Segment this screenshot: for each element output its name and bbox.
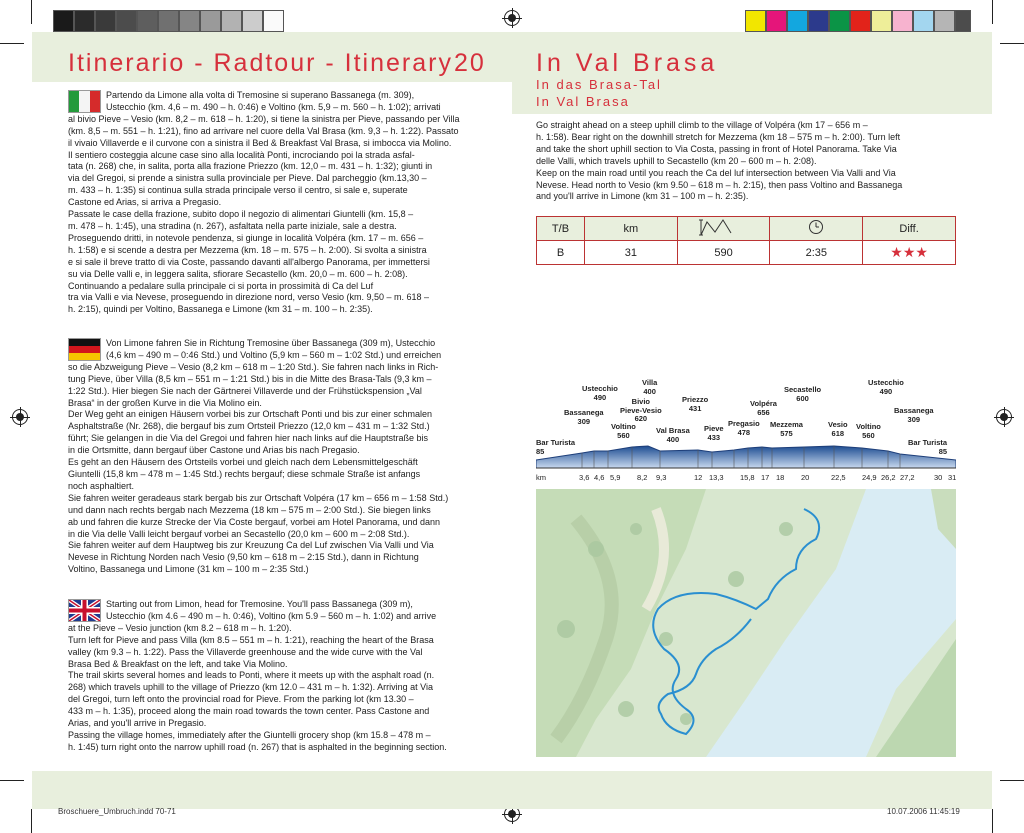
text-line: Turn left for Pieve and pass Villa (km 8.5 – 551 m – h. 1:21), reaching the heart of the Brasa	[68, 634, 434, 645]
crop-mark	[1000, 43, 1024, 44]
value-difficulty: ★★★	[863, 241, 956, 265]
text-line: und dann nach rechts bergab nach Mezzema (18 km – 575 m – 2:00 Std.). Sie biegen links	[68, 504, 431, 515]
footer-band	[32, 771, 992, 809]
crop-mark	[0, 43, 24, 44]
text-line: Nevese. Head north to Vesio (km 9.50 – 618 m – h. 2:15), then pass Voltino and Bassanega	[536, 179, 903, 190]
text-line: ab und fahren die kurze Strecke der Via Coste bergauf, vorbei am Hotel Panorama, und dann	[68, 516, 441, 527]
text-line: tra via Valli e via Nevese, proseguendo in direzione nord, verso Vesio (km. 9,50 – m. 618 –	[68, 292, 430, 303]
profile-label: Voltino 560	[611, 422, 636, 440]
subtitle-en: In Val Brasa	[536, 94, 630, 109]
header-diff: Diff.	[863, 217, 956, 241]
text-line: and you'll arrive in Limone (km 31 – 100 m – h. 2:35).	[536, 191, 749, 202]
profile-label: Bivio Pieve-Vesio 620	[620, 397, 662, 423]
registration-mark-icon	[504, 10, 520, 26]
value-km: 31	[584, 241, 677, 265]
text-line: Passate le case della frazione, subito dopo il negozio di alimentari Giuntelli (km. 15,8 –	[68, 209, 414, 220]
km-tick: 26,2	[881, 473, 896, 482]
text-line: Proseguendo dritti, in notevole pendenza, si giunge in località Volpéra (km. 17 – m. 656 –	[68, 232, 424, 243]
text-line: Von Limone fahren Sie in Richtung Tremosine über Bassanega (309 m), Ustecchio	[106, 338, 436, 348]
gray-swatch	[242, 10, 263, 32]
km-tick: 20	[801, 473, 810, 482]
text-line: Asphaltstraße (Nr. 268), die bergauf bis zum Ortsteil Priezzo (12,0 km – 431 m – 1:32 Std.)	[68, 421, 430, 432]
text-line: Ustecchio (km 4.6 – 490 m – h. 0:46), Voltino (km 5.9 – 560 m – h. 1:02) and arrive	[106, 610, 437, 621]
text-line: Brasa“ in der großen Kurve in die Via Molino ein.	[68, 397, 262, 408]
text-line: Go straight ahead on a steep uphill climb to the village of Volpéra (km 17 – 656 m –	[536, 120, 868, 130]
km-tick: 5,9	[610, 473, 621, 482]
text-line: Keep on the main road until you reach the Ca del luf intersection between Via Valli and Via	[536, 167, 896, 178]
km-tick: 17	[761, 473, 770, 482]
profile-label: Mezzema 575	[770, 420, 803, 438]
crop-mark	[1000, 780, 1024, 781]
text-line: h. 2:15), quindi per Voltino, Bassanega e Limone (km 31 – m. 100 – h. 2:35).	[68, 304, 373, 315]
profile-label: Val Brasa 400	[656, 426, 690, 444]
color-swatch	[808, 10, 829, 32]
gray-swatch	[137, 10, 158, 32]
profile-label: Voltino 560	[856, 422, 881, 440]
header-tb: T/B	[537, 217, 585, 241]
right-title: In Val Brasa	[536, 49, 719, 77]
route-info-table	[536, 216, 956, 265]
profile-label: Bassanega 309	[894, 406, 934, 424]
gray-swatch	[95, 10, 116, 32]
value-elevation: 590	[677, 241, 770, 265]
profile-label: Secastello 600	[784, 385, 822, 403]
profile-label: Villa 400	[642, 378, 658, 396]
km-tick: 3,6	[579, 473, 590, 482]
text-line: Es geht an den Häusern des Ortsteils vorbei und gleich nach dem Lebensmittelgeschäft	[68, 457, 418, 468]
profile-label: Volpéra 656	[750, 399, 777, 417]
profile-label: Vesio 618	[828, 420, 848, 438]
text-line: noch asphaltiert.	[68, 480, 135, 491]
text-line: Starting out from Limon, head for Tremosine. You'll pass Bassanega (309 m),	[106, 599, 413, 609]
crop-mark	[0, 780, 24, 781]
text-line: al bivio Pieve – Vesio (km. 8,2 – m. 618 – h. 1:20), si tiene la sinistra per Pieve, passando per Villa	[68, 113, 460, 124]
color-swatch	[892, 10, 913, 32]
color-swatch	[766, 10, 787, 32]
color-swatch	[787, 10, 808, 32]
km-axis-label: km	[536, 473, 546, 482]
km-tick: 13,3	[709, 473, 724, 482]
km-tick: 27,2	[900, 473, 915, 482]
color-swatch	[934, 10, 955, 32]
elevation-profile	[536, 375, 956, 485]
text-line: so die Abzweigung Pieve – Vesio (8,2 km – 618 m – 1:20 Std.). Sie fahren nach links in Rich-	[68, 361, 439, 372]
footer-file: Broschuere_Umbruch.indd 70-71	[58, 807, 176, 816]
text-line: tata (n. 268) che, in salita, porta alla frazione Priezzo (km. 12,0 – m. 431 – h. 1:32); giunti in	[68, 161, 433, 172]
text-line: valley (km 9.3 – h. 1:22). Pass the Villaverde greenhouse and the wide curve with the Val	[68, 646, 423, 657]
footer-date: 10.07.2006 11:45:19	[887, 807, 960, 816]
text-line: Passing the village homes, immediately after the Giuntelli grocery shop (km 15.8 – 478 m –	[68, 729, 431, 740]
crop-mark	[31, 0, 32, 24]
text-line: Ustecchio (km. 4,6 – m. 490 – h. 0:46) e Voltino (km. 5,9 – m. 560 – h. 1:02); arrivati	[106, 101, 441, 112]
color-swatch	[850, 10, 871, 32]
text-line: in die Ortsmitte, dann bergauf über Castone und Arias bis nach Pregasio.	[68, 445, 360, 456]
value-time: 2:35	[770, 241, 863, 265]
italian-text	[68, 90, 488, 316]
text-line: Nevese in Richtung Norden nach Vesio (9,50 km – 618 m – 2:15 Std.), dann in Richtung	[68, 552, 419, 563]
text-line: and take the short uphill section to Via Costa, passing in front of Hotel Panorama. Take Via	[536, 143, 897, 154]
km-tick: 9,3	[656, 473, 667, 482]
text-line: 1:22 Std.). Hier biegen Sie nach der Gärtnerei Villaverde und der Frühstückspension „Val	[68, 385, 422, 396]
text-line: m. 433 – h. 1:35) si continua sulla strada principale verso il centro, si sale e, superate	[68, 185, 408, 196]
english-text	[68, 599, 488, 754]
profile-label: Pieve 433	[704, 424, 724, 442]
text-line: Voltino, Bassanega und Limone (31 km – 100 m – 2:35 Std.)	[68, 564, 309, 575]
text-line: e si sale il breve tratto di via Coste, passando davanti all'albergo Panorama, per immettersi	[68, 256, 430, 267]
page-number: 20	[454, 49, 486, 77]
color-swatch	[871, 10, 892, 32]
registration-mark-icon	[996, 409, 1012, 425]
gray-swatch	[53, 10, 74, 32]
text-line: Arias, and you'll arrive in Pregasio.	[68, 718, 207, 729]
german-text	[68, 338, 488, 576]
gray-swatch	[74, 10, 95, 32]
text-line: Continuando a pedalare sulla principale ci si porta in prossimità di Ca del Luf	[68, 280, 374, 291]
gray-swatch	[221, 10, 242, 32]
crop-mark	[992, 809, 993, 833]
profile-label: Ustecchio 490	[868, 378, 904, 396]
elevation-icon	[677, 217, 770, 241]
text-line: del Gregoi, turn left onto the provincial road for Pieve. From the parking lot (km 13.30 –	[68, 694, 414, 705]
text-line: (km. 8,5 – m. 551 – h. 1:21), fino ad arrivare nel cuore della Val Brasa (km. 9,3 – h. 1:22). Passato	[68, 125, 459, 136]
text-line: Partendo da Limone alla volta di Tremosine si superano Bassanega (m. 309),	[106, 90, 415, 100]
text-line: Sie fahren weiter auf dem Hauptweg bis zur Kreuzung Ca del Luf zwischen Via Valli und Via	[68, 540, 434, 551]
gray-swatch	[200, 10, 221, 32]
text-line: Brasa Bed & Breakfast on the left, and take Via Molino.	[68, 658, 288, 669]
text-line: Castone ed Arias, si arriva a Pregasio.	[68, 197, 222, 208]
text-line: (4,6 km – 490 m – 0:46 Std.) und Voltino (5,9 km – 560 m – 1:02 Std.) und erreichen	[106, 349, 442, 360]
km-tick: 30	[934, 473, 943, 482]
english-intro-text	[536, 120, 956, 203]
text-line: il vivaio Villaverde e il curvone con a sinistra il Bed & Breakfast Val Brasa, si imbocca via Molino.	[68, 137, 452, 148]
text-line: su via Delle valli e, in leggera salita, sfiorare Secastello (km. 20,0 – m. 600 – h. 2:08).	[68, 268, 408, 279]
text-line: The trail skirts several homes and leads to Ponti, where it meets up with the asphalt road (n.	[68, 670, 435, 681]
page-title: Itinerario - Radtour - Itinerary	[68, 49, 453, 77]
text-line: h. 1:45) turn right onto the narrow uphill road (n. 267) that is asphalted in the beginning section.	[68, 741, 447, 752]
km-tick: 18	[776, 473, 785, 482]
gray-swatch	[179, 10, 200, 32]
text-line: Sie fahren weiter geradeaus stark bergab bis zur Ortschaft Volpéra (17 km – 656 m – 1:58 Std.)	[68, 492, 449, 503]
profile-label: Pregasio 478	[728, 419, 760, 437]
text-line: Giuntelli (15,8 km – 478 m – 1:45 Std.) rechts bergauf; diese schmale Straße ist anfangs	[68, 468, 421, 479]
text-line: via del Gregoi, si prende a sinistra sulla provinciale per Pieve. Dal parcheggio (km.13,30 –	[68, 173, 427, 184]
registration-mark-icon	[12, 409, 28, 425]
text-line: h. 1:58) e si scende a destra per Mezzema (km. 18 – m. 575 – h. 2:00). Si svolta a sinistra	[68, 244, 427, 255]
profile-label: Bar Turista 85	[536, 438, 576, 456]
text-line: führt; Sie gelangen in die Via del Gregoi und fahren hier nach links auf die Hauptstraße bis	[68, 433, 429, 444]
gray-swatch	[263, 10, 284, 32]
km-tick: 4,6	[594, 473, 605, 482]
km-tick: 15,8	[740, 473, 755, 482]
text-line: tung Pieve, über Villa (8,5 km – 551 m – 1:21 Std.) bis in die Mitte des Brasa-Tals (9,3 km –	[68, 373, 432, 384]
profile-label: Bar Turista 85	[908, 438, 948, 456]
profile-label: Bassanega 309	[564, 408, 604, 426]
profile-label: Priezzo 431	[682, 395, 709, 413]
route-map	[536, 489, 956, 757]
color-swatch	[913, 10, 934, 32]
text-line: 268) which travels uphill to the village of Priezzo (km 12.0 – 431 m – h. 1:32). Arriving at Via	[68, 682, 434, 693]
km-tick: 12	[694, 473, 703, 482]
km-tick: 22,5	[831, 473, 846, 482]
text-line: m. 478 – h. 1:45), una stradina (n. 267), asfaltata nella parte iniziale, sale a destra.	[68, 220, 397, 231]
text-line: Der Weg geht an einigen Häusern vorbei bis zur Ortschaft Ponti und bis zur einer schmalen	[68, 409, 433, 420]
text-line: in die Via delle Valli leicht bergauf vorbei an Secastello (20,0 km – 600 m – 2:08 Std.).	[68, 528, 410, 539]
crop-mark	[31, 809, 32, 833]
text-line: at the Pieve – Vesio junction (km 8.2 – 618 m – h. 1:20).	[68, 622, 292, 633]
km-tick: 31	[948, 473, 957, 482]
color-swatch	[829, 10, 850, 32]
clock-icon	[770, 217, 863, 241]
profile-label: Ustecchio 490	[582, 384, 618, 402]
header-km: km	[584, 217, 677, 241]
gray-swatch	[116, 10, 137, 32]
text-line: Il sentiero costeggia alcune case sino alla località Ponti, incrociando poi la strada asfal-	[68, 149, 415, 160]
value-tb: B	[537, 241, 585, 265]
crop-mark	[992, 0, 993, 24]
gray-swatch	[158, 10, 179, 32]
km-tick: 8,2	[637, 473, 648, 482]
text-line: 433 m – h. 1:35), proceed along the main road towards the town center. Pass Castone and	[68, 706, 430, 717]
color-swatch	[955, 10, 971, 32]
text-line: h. 1:58). Bear right on the downhill stretch for Mezzema (km 18 – 575 m – h. 2:00). Turn left	[536, 131, 901, 142]
km-tick: 24,9	[862, 473, 877, 482]
color-swatch	[745, 10, 766, 32]
text-line: delle Valli, which travels uphill to Secastello (km 20 – 600 m – h. 2:08).	[536, 155, 817, 166]
subtitle-de: In das Brasa-Tal	[536, 77, 662, 92]
